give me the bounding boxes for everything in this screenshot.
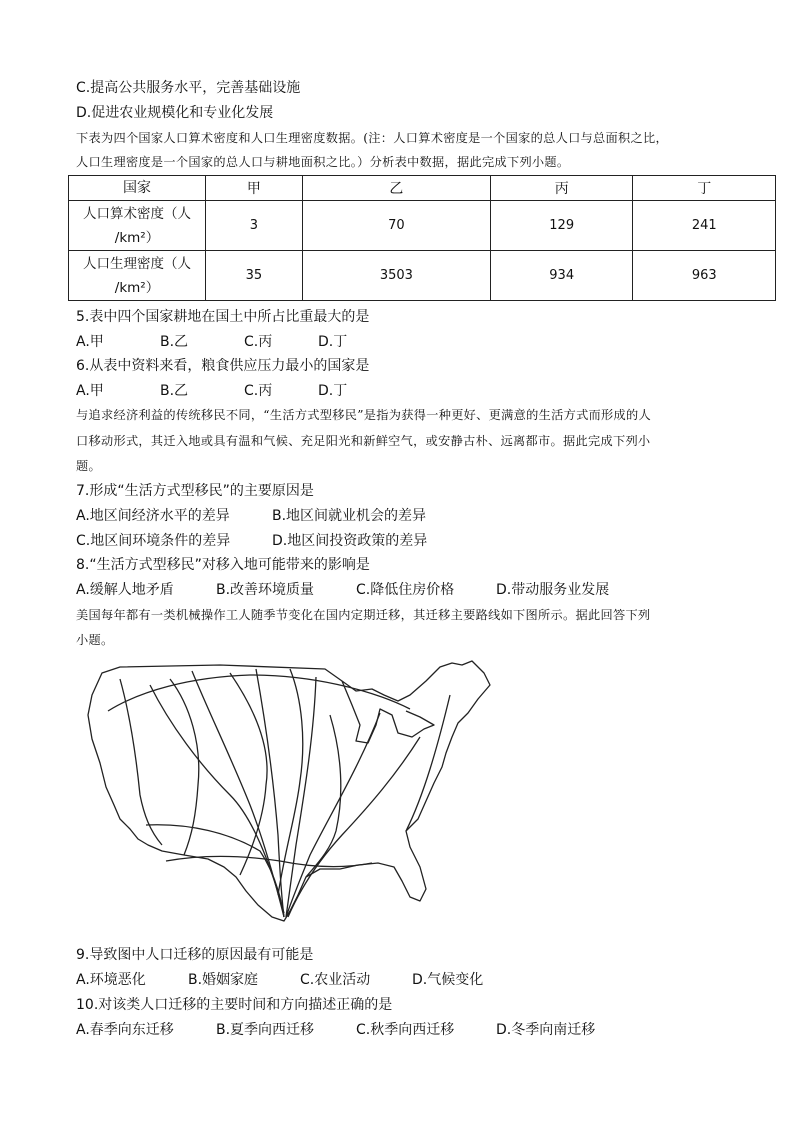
q9-option-b[interactable]: B.婚姻家庭 bbox=[188, 972, 259, 988]
q7-option-a[interactable]: A.地区间经济水平的差异 bbox=[76, 508, 230, 524]
q7-options-row2 bbox=[76, 531, 427, 551]
migration-route bbox=[256, 669, 284, 917]
row-label-physiological bbox=[69, 251, 206, 301]
q6-stem: 6.从表中资料来看，粮食供应压力最小的国家是 bbox=[76, 358, 370, 374]
q7-option-c[interactable]: C.地区间环境条件的差异 bbox=[76, 533, 231, 549]
migration-route bbox=[146, 825, 284, 917]
q4-option-d: D.促进农业规模化和专业化发展 bbox=[76, 105, 274, 121]
table-cell: 963 bbox=[633, 251, 776, 301]
map-intro-line2: 小题。 bbox=[76, 633, 114, 647]
table-header-row bbox=[69, 176, 776, 201]
migration-route bbox=[120, 679, 162, 845]
q9-option-d[interactable]: D.气候变化 bbox=[412, 972, 484, 988]
q8-option-b[interactable]: B.改善环境质量 bbox=[216, 582, 315, 598]
density-table bbox=[68, 175, 776, 301]
migration-route bbox=[286, 713, 380, 917]
q10-option-b[interactable]: B.夏季向西迁移 bbox=[216, 1022, 315, 1038]
table-cell: 241 bbox=[633, 201, 776, 251]
q10-option-d[interactable]: D.冬季向南迁移 bbox=[496, 1022, 596, 1038]
lifestyle-intro-line3: 题。 bbox=[76, 459, 101, 473]
q5-options bbox=[76, 332, 347, 352]
q6-option-a[interactable]: A.甲 bbox=[76, 383, 104, 399]
q10-option-a[interactable]: A.春季向东迁移 bbox=[76, 1022, 174, 1038]
q7-option-d[interactable]: D.地区间投资政策的差异 bbox=[272, 533, 428, 549]
table-intro-line2: 人口生理密度是一个国家的总人口与耕地面积之比。）分析表中数据，据此完成下列小题。 bbox=[76, 155, 570, 169]
q6-option-c[interactable]: C.丙 bbox=[244, 383, 273, 399]
q8-option-a[interactable]: A.缓解人地矛盾 bbox=[76, 582, 174, 598]
q9-option-a[interactable]: A.环境恶化 bbox=[76, 972, 146, 988]
table-cell: 934 bbox=[490, 251, 633, 301]
us-outline bbox=[88, 661, 490, 921]
table-cell: 3 bbox=[206, 201, 303, 251]
q9-stem: 9.导致图中人口迁移的原因最有可能是 bbox=[76, 947, 314, 963]
header-yi: 乙 bbox=[302, 176, 490, 201]
q7-options-row1 bbox=[76, 506, 426, 526]
row-label-line1: 人口算术密度（人 bbox=[83, 205, 191, 222]
table-intro-line1: 下表为四个国家人口算术密度和人口生理密度数据。(注：人口算术密度是一个国家的总人口与总面积之比， bbox=[76, 131, 668, 145]
q5-option-b[interactable]: B.乙 bbox=[160, 334, 189, 350]
q6-options bbox=[76, 381, 347, 401]
table-row-physiological-density bbox=[69, 251, 776, 301]
q8-options bbox=[76, 580, 609, 600]
region-line bbox=[170, 679, 199, 855]
q5-option-d[interactable]: D.丁 bbox=[318, 334, 348, 350]
q6-option-b[interactable]: B.乙 bbox=[160, 383, 189, 399]
row-label-line2: /km²） bbox=[114, 229, 160, 246]
q8-stem: 8.“生活方式型移民”对移入地可能带来的影响是 bbox=[76, 557, 370, 573]
q5-stem: 5.表中四个国家耕地在国土中所占比重最大的是 bbox=[76, 309, 370, 325]
q7-stem: 7.形成“生活方式型移民”的主要原因是 bbox=[76, 483, 314, 499]
q10-options bbox=[76, 1020, 595, 1040]
lifestyle-intro-line2: 口移动形式，其迁入地或具有温和气候、充足阳光和新鲜空气，或安静古朴、远离都市。据此完成下列小 bbox=[76, 434, 651, 448]
table-row-arithmetic-density bbox=[69, 201, 776, 251]
q9-options bbox=[76, 970, 483, 990]
table-cell: 70 bbox=[302, 201, 490, 251]
q9-option-c[interactable]: C.农业活动 bbox=[300, 972, 371, 988]
lifestyle-intro-line1: 与追求经济利益的传统移民不同，“生活方式型移民”是指为获得一种更好、更满意的生活方式而形成的人 bbox=[76, 408, 651, 422]
q6-option-d[interactable]: D.丁 bbox=[318, 383, 348, 399]
q5-option-a[interactable]: A.甲 bbox=[76, 334, 104, 350]
header-jia: 甲 bbox=[206, 176, 303, 201]
q5-option-c[interactable]: C.丙 bbox=[244, 334, 273, 350]
q4-option-c: C.提高公共服务水平，完善基础设施 bbox=[76, 80, 301, 96]
header-country: 国家 bbox=[69, 176, 206, 201]
q10-stem: 10.对该类人口迁移的主要时间和方向描述正确的是 bbox=[76, 997, 393, 1013]
header-ding: 丁 bbox=[633, 176, 776, 201]
header-bing: 丙 bbox=[490, 176, 633, 201]
q10-option-c[interactable]: C.秋季向西迁移 bbox=[356, 1022, 455, 1038]
migration-route bbox=[108, 675, 410, 711]
row-label-arithmetic bbox=[69, 201, 206, 251]
q8-option-d[interactable]: D.带动服务业发展 bbox=[496, 582, 610, 598]
table-cell: 3503 bbox=[302, 251, 490, 301]
q7-option-b[interactable]: B.地区间就业机会的差异 bbox=[272, 508, 427, 524]
q8-option-c[interactable]: C.降低住房价格 bbox=[356, 582, 455, 598]
table-cell: 129 bbox=[490, 201, 633, 251]
map-intro-line1: 美国每年都有一类机械操作工人随季节变化在国内定期迁移，其迁移主要路线如下图所示。据此回答下列 bbox=[76, 608, 651, 622]
row-label-line2: /km²） bbox=[114, 279, 160, 296]
row-label-line1: 人口生理密度（人 bbox=[83, 255, 191, 272]
table-cell: 35 bbox=[206, 251, 303, 301]
us-migration-map bbox=[80, 655, 500, 935]
